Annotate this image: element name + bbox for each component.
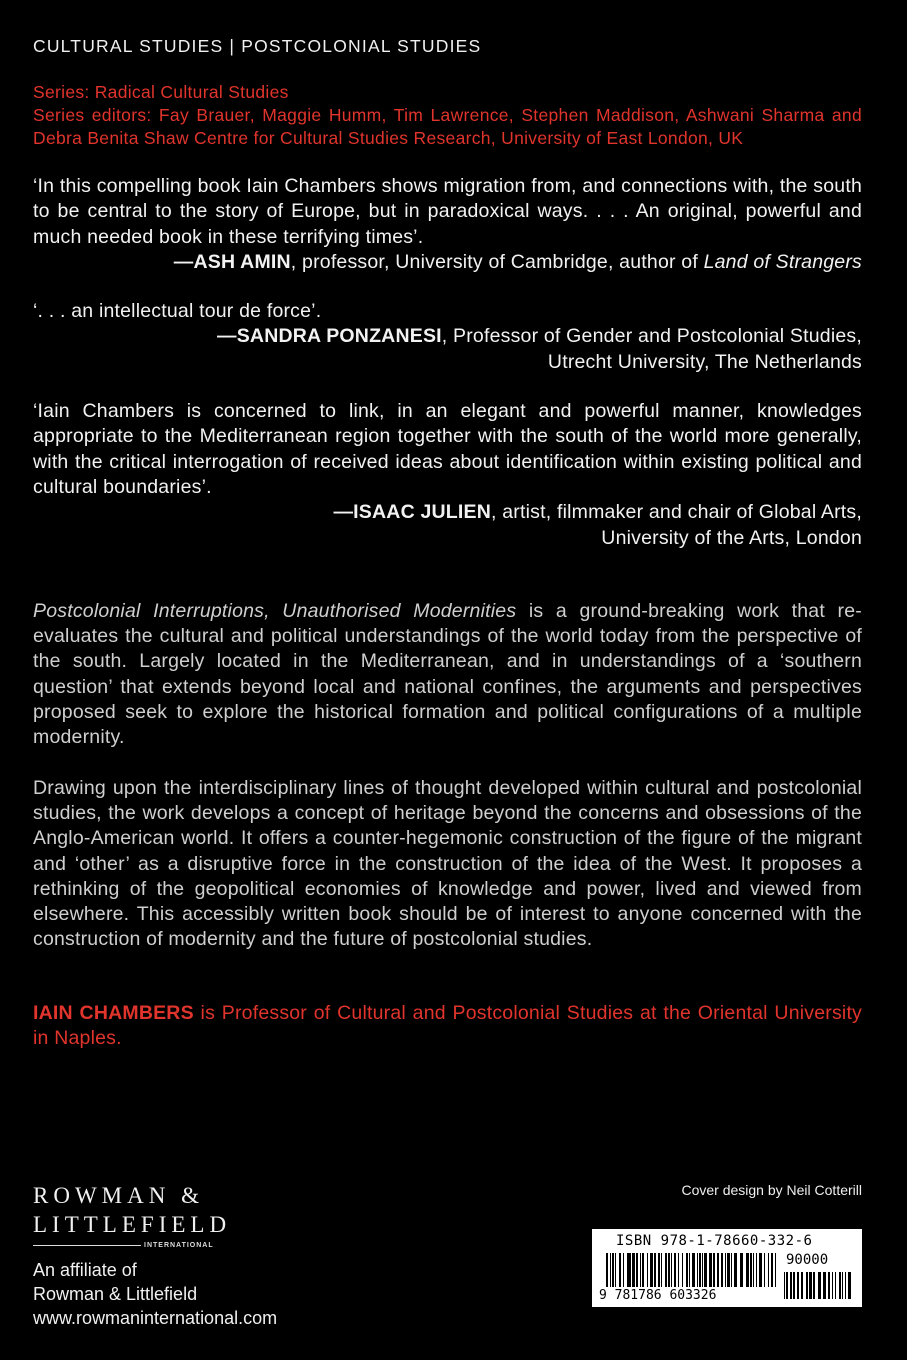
isbn-barcode bbox=[592, 1229, 862, 1307]
barcode-bar bbox=[775, 1253, 776, 1287]
isbn-text: ISBN 978-1-78660-332-6 bbox=[616, 1233, 813, 1249]
endorser-affiliation: , artist, filmmaker and chair of Global Arts, bbox=[491, 501, 862, 524]
publisher-url: www.rowmaninternational.com bbox=[33, 1308, 278, 1328]
endorser-name: —SANDRA PONZANESI bbox=[217, 325, 442, 348]
credit-and-barcode bbox=[592, 1181, 862, 1307]
logo-subtitle-row bbox=[33, 1241, 277, 1250]
endorser-affiliation: , Professor of Gender and Postcolonial Studies, bbox=[441, 325, 862, 348]
quote-text: ‘. . . an intellectual tour de force’. bbox=[33, 300, 322, 323]
cover-design-credit: Cover design by Neil Cotterill bbox=[681, 1182, 862, 1198]
publisher-logo bbox=[33, 1181, 277, 1239]
price-code: 90000 bbox=[786, 1252, 829, 1268]
description-text: is a ground-breaking work that re-evaluates the cultural and political understandings of the world today from the perspective of the south. Largely located in the Mediterranean, and in understandings of a ‘southern question’ that extends beyond local and national confines, the arguments and perspectives proposed seek to explore the historical formation and political configurations of a multiple modernity. bbox=[33, 599, 862, 749]
logo-subtitle: INTERNATIONAL bbox=[144, 1242, 214, 1249]
publisher-info bbox=[33, 1258, 277, 1330]
addon-barcode-bars bbox=[784, 1272, 852, 1299]
endorser-name: —ASH AMIN bbox=[173, 250, 291, 273]
barcode-bar bbox=[851, 1272, 852, 1299]
series-name: Series: Radical Cultural Studies bbox=[33, 82, 289, 102]
subject-categories: CULTURAL STUDIES | POSTCOLONIAL STUDIES bbox=[33, 36, 482, 56]
endorser-book: Land of Strangers bbox=[703, 250, 862, 273]
logo-line-1: ROWMAN & bbox=[33, 1183, 204, 1208]
description-paragraph-1 bbox=[33, 599, 862, 751]
quote-text: ‘Iain Chambers is concerned to link, in an elegant and powerful manner, knowledges appropriate to the Mediterranean region together with the south of the world more generally, with the critical interrogation of received ideas about identification within existing political and cultural boundaries’. bbox=[33, 400, 862, 498]
ean-digits: 9 781786 603326 bbox=[599, 1288, 717, 1303]
endorsement-1 bbox=[33, 174, 862, 275]
barcode-bars bbox=[606, 1253, 776, 1287]
quote-attribution bbox=[33, 250, 862, 275]
quote-attribution bbox=[33, 500, 862, 525]
endorser-affiliation: , professor, University of Cambridge, author of bbox=[290, 250, 704, 273]
series-editors: Series editors: Fay Brauer, Maggie Humm, Tim Lawrence, Stephen Maddison, Ashwani Sharma and Debra Benita Shaw Centre for Cultural Studies Research, University of East London, UK bbox=[33, 105, 862, 148]
endorsement-2 bbox=[33, 299, 862, 375]
description-paragraph-2: Drawing upon the interdisciplinary lines of thought developed within cultural and postcolonial studies, the work develops a concept of heritage beyond the concerns and obsessions of the Anglo-American world. It offers a counter-hegemonic construction of the figure of the migrant and ‘other’ as a disruptive force in the construction of the idea of the West. It proposes a rethinking of the geopolitical economies of knowledge and power, lived and viewed from elsewhere. This accessibly written book should be of interest to anyone concerned with the construction of modernity and the future of postcolonial studies. bbox=[33, 776, 862, 951]
affiliate-name: Rowman & Littlefield bbox=[33, 1284, 198, 1304]
quote-text: ‘In this compelling book Iain Chambers shows migration from, and connections with, the south to be central to the story of Europe, but in paradoxical ways. . . . An original, powerful and much needed book in these terrifying times’. bbox=[33, 175, 862, 248]
endorser-affiliation-2: University of the Arts, London bbox=[601, 526, 862, 549]
publisher-block bbox=[33, 1181, 277, 1330]
quote-attribution bbox=[33, 324, 862, 349]
author-bio-text: is Professor of Cultural and Postcolonial Studies at the Oriental University in Naples. bbox=[33, 1001, 863, 1050]
logo-rule bbox=[33, 1245, 141, 1246]
endorser-affiliation-2: Utrecht University, The Netherlands bbox=[547, 350, 862, 373]
book-title: Postcolonial Interruptions, Unauthorised Modernities bbox=[33, 599, 517, 622]
author-bio bbox=[33, 1001, 862, 1052]
author-name: IAIN CHAMBERS bbox=[33, 1001, 194, 1024]
footer bbox=[33, 1141, 862, 1330]
endorsement-3 bbox=[33, 399, 862, 551]
endorser-name: —ISAAC JULIEN bbox=[333, 501, 492, 524]
affiliate-label: An affiliate of bbox=[33, 1260, 137, 1280]
series-info bbox=[33, 81, 862, 150]
logo-line-2: LITTLEFIELD bbox=[33, 1212, 232, 1237]
